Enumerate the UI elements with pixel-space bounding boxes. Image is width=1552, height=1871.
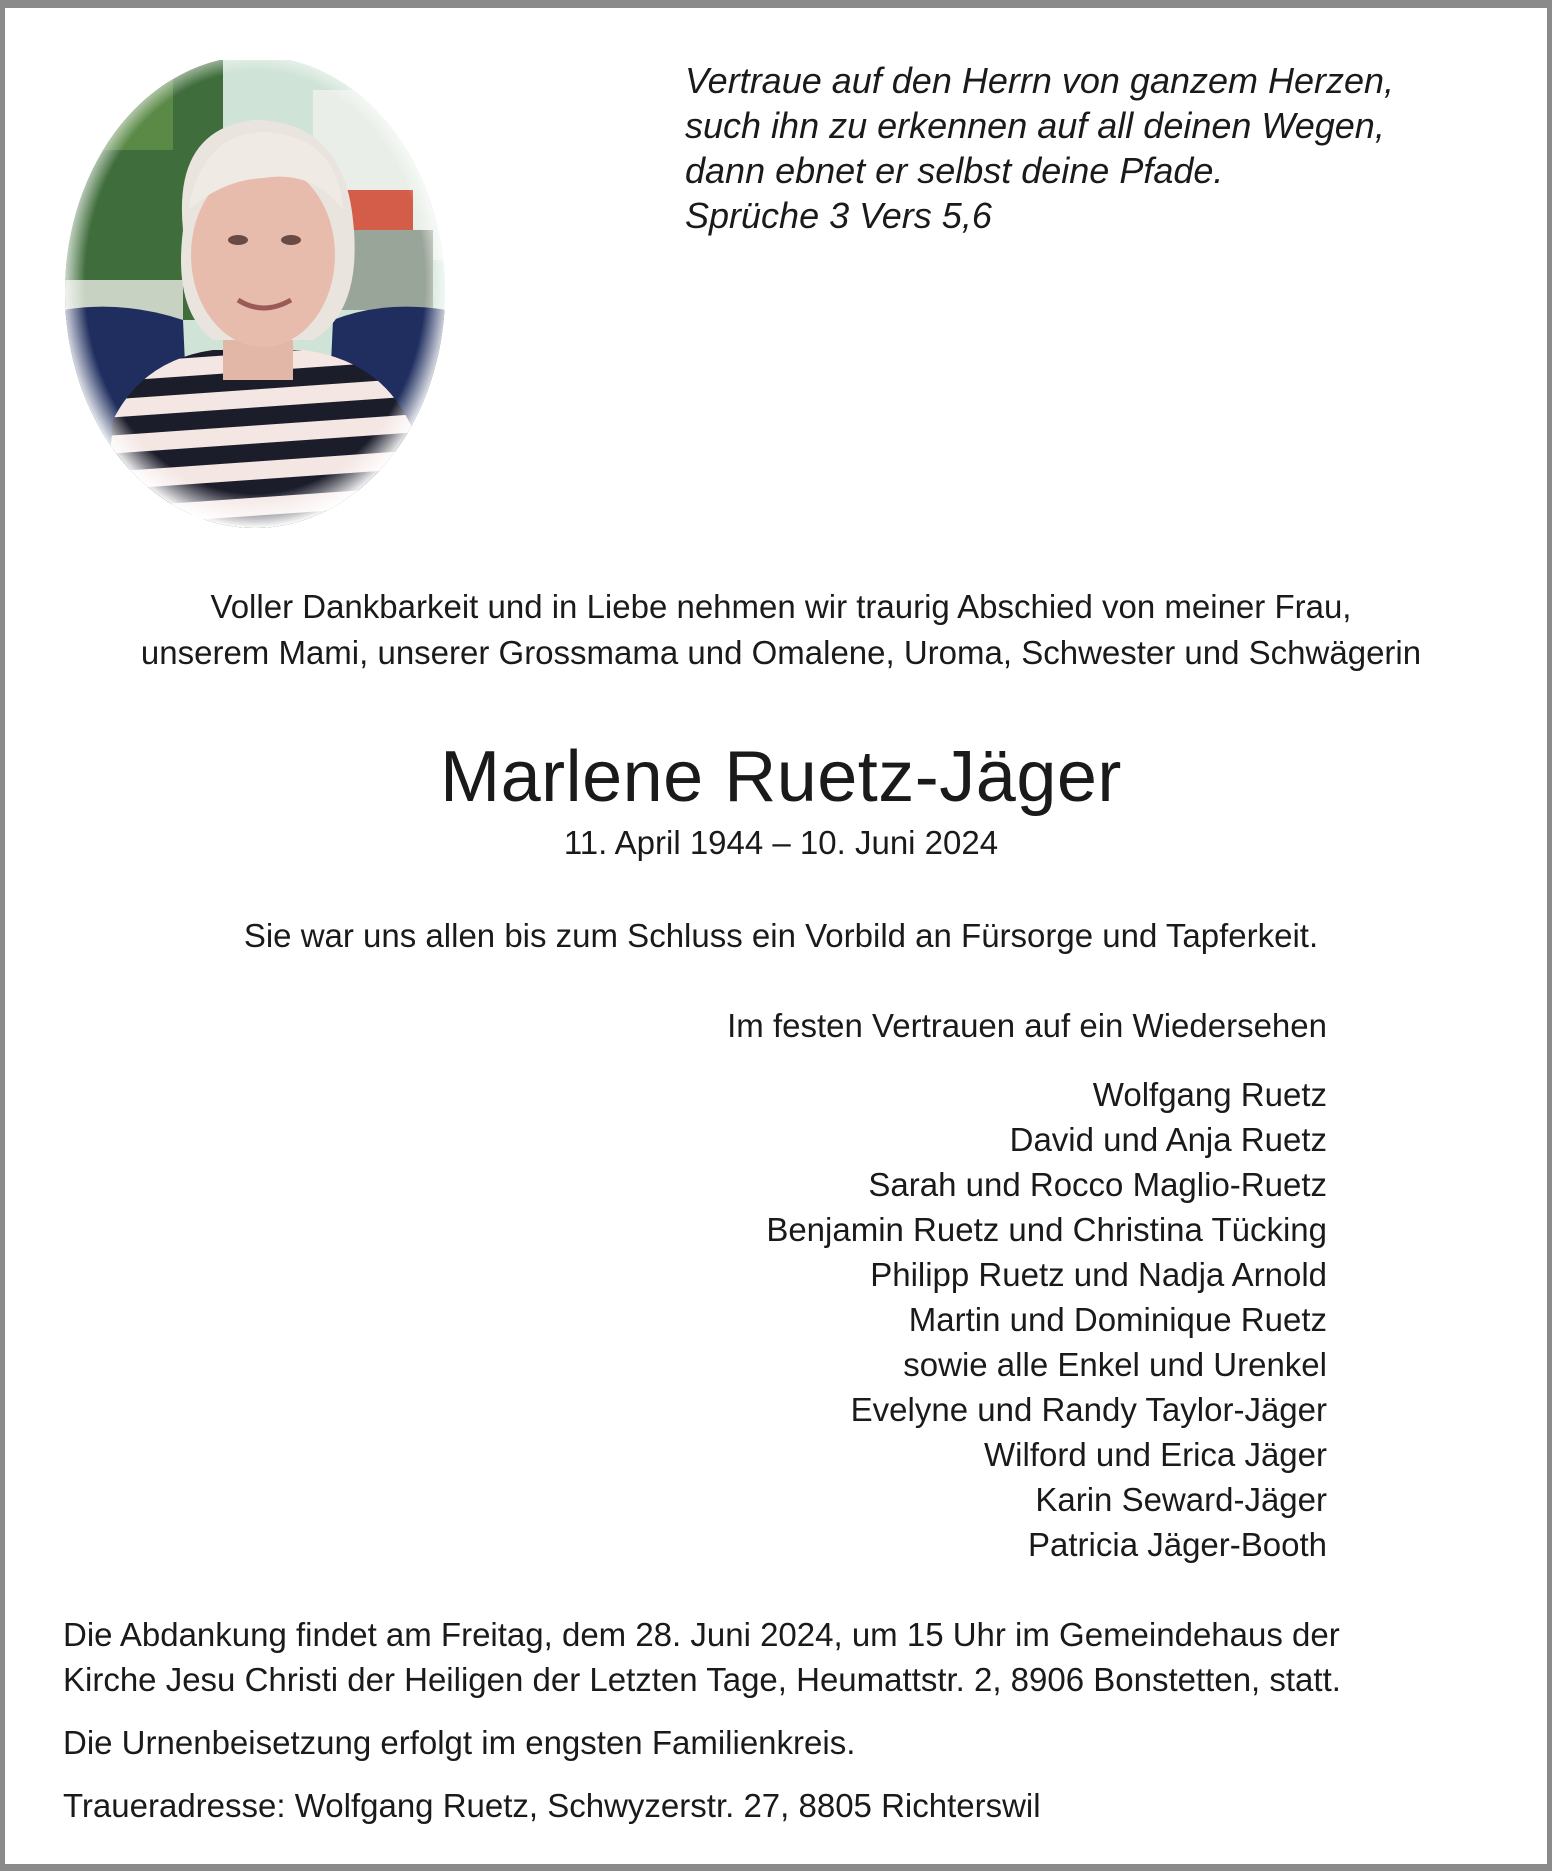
intro-text — [5, 584, 1552, 676]
tribute-text: Sie war uns allen bis zum Schluss ein Vorbild an Fürsorge und Tapferkeit. — [243, 917, 1319, 954]
service-details — [63, 1612, 1513, 1828]
mourner-name: David und Anja Ruetz — [1009, 1121, 1327, 1158]
closing-phrase: Im festen Vertrauen auf ein Wiedersehen — [727, 1007, 1327, 1044]
mourners-list — [766, 1072, 1327, 1567]
verse-line: such ihn zu erkennen auf all deinen Wegen, — [685, 105, 1385, 146]
mourner-name: Sarah und Rocco Maglio-Ruetz — [868, 1166, 1327, 1203]
deceased-name: Marlene Ruetz-Jäger — [440, 737, 1122, 817]
ceremony-line: Die Abdankung findet am Freitag, dem 28. Juni 2024, um 15 Uhr im Gemeindehaus der — [63, 1616, 1340, 1653]
mourner-name: Karin Seward-Jäger — [1035, 1481, 1327, 1518]
mourning-address: Traueradresse: Wolfgang Ruetz, Schwyzerstr. 27, 8805 Richterswil — [63, 1787, 1041, 1824]
mourner-name: Philipp Ruetz und Nadja Arnold — [870, 1256, 1327, 1293]
mourner-name: Benjamin Ruetz und Christina Tücking — [766, 1211, 1327, 1248]
burial-note: Die Urnenbeisetzung erfolgt im engsten Familienkreis. — [63, 1724, 856, 1761]
life-dates: 11. April 1944 – 10. Juni 2024 — [563, 824, 999, 861]
verse-line: Vertraue auf den Herrn von ganzem Herzen, — [685, 60, 1395, 101]
mourner-name: Evelyne und Randy Taylor-Jäger — [850, 1391, 1327, 1428]
verse-reference: Sprüche 3 Vers 5,6 — [685, 195, 992, 236]
verse-line: dann ebnet er selbst deine Pfade. — [685, 150, 1224, 191]
ceremony-line: Kirche Jesu Christi der Heiligen der Letzten Tage, Heumattstr. 2, 8906 Bonstetten, statt. — [63, 1661, 1341, 1698]
mourner-name: Wolfgang Ruetz — [1092, 1076, 1327, 1113]
intro-line: Voller Dankbarkeit und in Liebe nehmen wir traurig Abschied von meiner Frau, — [210, 588, 1352, 625]
bible-verse — [685, 58, 1445, 238]
intro-line: unserem Mami, unserer Grossmama und Omalene, Uroma, Schwester und Schwägerin — [140, 634, 1422, 671]
mourner-name: Martin und Dominique Ruetz — [908, 1301, 1327, 1338]
mourner-name: sowie alle Enkel und Urenkel — [903, 1346, 1327, 1383]
portrait-photo — [63, 60, 447, 540]
mourner-name: Patricia Jäger-Booth — [1028, 1526, 1327, 1563]
mourner-name: Wilford und Erica Jäger — [984, 1436, 1327, 1473]
